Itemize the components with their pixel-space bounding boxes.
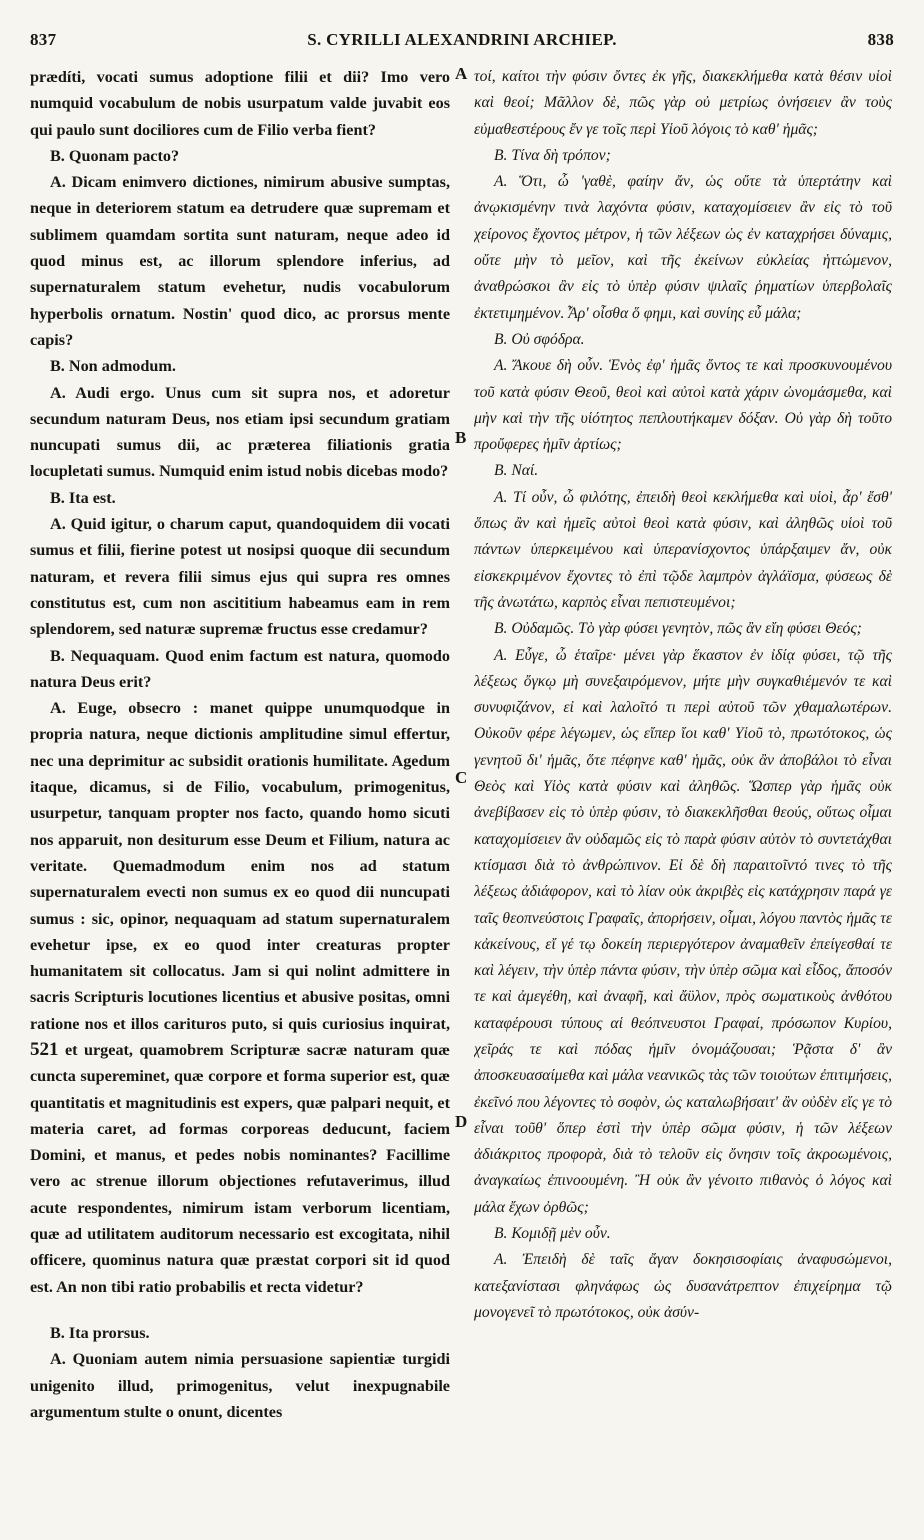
greek-paragraph: Β. Ναί. <box>494 462 539 480</box>
latin-paragraph: A. Audi ergo. Unus cum sit supra nos, et adoretur secundum naturam Deus, nos etiam ipsi secundum gratiam nuncupati sumus dii, ac præterea filiationis gratia locupletati sumus. Numquid enim istud nobis dicebas modo? <box>30 383 450 481</box>
latin-paragraph-text: A. Euge, obsecro : manet quippe unumquodque in propria natura, neque dictionis amplitudine simul effertur, nec una deprimitur ac subsidit orationis humilitate. Agedum itaque, dicamus, si de Filio, vocabulum, primogenitus, usurpetur, tanquam propter nos facto, quando homo sicuti nos apparuit, non desiturum esse Deum et Filium, natura ac veritate. Quemadmodum enim nos ad statum supernaturalem evecti non sumus ex eo quod dii nuncupati sumus : sic, opinor, nequaquam ad statum supernaturalem evehetur ipse, ex eo quod inter creaturas propter humanitatem sit collocatus. Jam si qui nolint admittere in sacris Scripturis locutiones licentius et abusive positas, omni ratione nos et illos carituros puto, si quis curiosius inquirat, <box>30 699 450 1033</box>
section-marker-b: B <box>455 428 467 447</box>
left-page-number: 837 <box>30 30 57 49</box>
section-marker-d: D <box>455 1112 468 1131</box>
column-number-marker: 521 <box>30 1038 59 1060</box>
greek-paragraph: Β. Κομιδῇ μὲν οὖν. <box>494 1225 611 1243</box>
latin-paragraph: B. Nequaquam. Quod enim factum est natura, quomodo natura Deus erit? <box>30 646 450 691</box>
latin-paragraph: A. Quid igitur, o charum caput, quandoquidem dii vocati sumus et filii, fierine potest ut nosipsi quoque dii secundum naturam, et revera filii simus ejus qui supra res omnes constitutus est, cum non ascititium habeamus eam in rem splendorem, sed naturæ supremæ fructus esse credamur? <box>30 515 450 639</box>
running-header <box>30 30 894 56</box>
right-page-number: 838 <box>867 30 894 49</box>
latin-paragraph: B. Quonam pacto? <box>50 146 180 165</box>
greek-paragraph: Α. Ὅτι, ὦ 'γαθὲ, φαίην ἄν, ὡς οὔτε τὰ ὑπερτάτην καὶ ἀνῳκισμένην τινὰ λαχόντα φύσιν, καταχομίσειεν ἂν εἰς τὸ τοῦ χείρονος ἔχοντος μέτρον, ἡ τῶν λέξεων ὡς ἐν καταχρήσει δύναμις, οὔτε μὴν τὸ μεῖον, καὶ τῆς ἐκείνων εὐκλείας ἡττώμενον, ἀναθρώσκοι ἂν εἰς τὸ ὑπὲρ φύσιν ψιλαῖς ῥηματίων ὑπερβολαῖς ἐκτετιμημένον. Ἆρ' οἶσθα ὅ φημι, καὶ συνίης εὖ μάλα; <box>474 173 892 322</box>
latin-paragraph: A. Quoniam autem nimia persuasione sapientiæ turgidi unigenito illud, primogenitus, velut inexpugnabile argumentum stulte o onunt, dicentes <box>30 1350 450 1421</box>
latin-paragraph-text: et urgeat, quamobrem Scripturæ sacræ naturam quæ cuncta supereminet, quæ corpore et forma superior est, quæ quantitatis et magnitudinis est expers, quæ palpari nequit, et materia caret, ad formas corporeas deducunt, faciem Domini, et manus, et pedes nobis nominantes? Facillime vero ac strenue illorum objectiones refutaverimus, illud acute respondentes, nimirum istam verborum licentiam, quæ ad utilitatem auditorum necessario est excogitata, nihil officere, quominus natura quæ præstat corpori sit id quod est. An non tibi ratio probabilis et recta videtur? <box>30 1040 450 1296</box>
latin-column <box>30 64 450 1514</box>
greek-paragraph: Β. Οὐδαμῶς. Τὸ γὰρ φύσει γενητὸν, πῶς ἂν εἴη φύσει Θεός; <box>494 620 862 638</box>
latin-paragraph <box>30 695 450 1300</box>
greek-paragraph: Β. Οὐ σφόδρα. <box>494 330 585 348</box>
greek-column <box>474 64 892 1514</box>
greek-paragraph: Β. Τίνα δὴ τρόπον; <box>494 146 611 164</box>
section-marker-a: A <box>455 64 468 83</box>
latin-paragraph: prædíti, vocati sumus adoptione filii et dii? Imo vero numquid vocabulum de nobis usurpatum valde juvabit eos qui paulo sunt dociliores cum de Filio verba fient? <box>30 68 450 139</box>
greek-paragraph: Α. Τί οὖν, ὦ φιλότης, ἐπειδὴ θεοὶ κεκλήμεθα καὶ υἱοὶ, ἆρ' ἔσθ' ὅπως ἂν καὶ ἡμεῖς αὐτοὶ θεοὶ κατὰ φύσιν, καὶ ἀληθῶς υἱοὶ τοῦ πάντων ὑπερκειμένου καὶ ὑπερανίσχοντος ὑπάρξαιμεν ἄν, οὐκ εἰσκεκριμένον ἔχοντες τὸ ἐπὶ τῷδε λαμπρὸν ἀγλάϊσμα, φύσεως δὲ τῆς ἀνωτάτω, καρπὸς εἶναι πεπιστευμένοι; <box>474 488 892 611</box>
running-title: S. CYRILLI ALEXANDRINI ARCHIEP. <box>307 30 617 49</box>
section-marker-c: C <box>455 768 468 787</box>
greek-paragraph: Α. Ἄκουε δὴ οὖν. Ἑνὸς ἐφ' ἡμᾶς ὄντος τε καὶ προσκυνουμένου τοῦ κατὰ φύσιν Θεοῦ, θεοὶ καὶ αὐτοὶ κατὰ χάριν ὠνομάσμεθα, καὶ μὴν καὶ τὴν τῆς υἱότητος πεπλουτήκαμεν δόξαν. Οὐ γὰρ δὴ τοῦτο προὔφερες ἡμῖν ἀρτίως; <box>474 357 892 454</box>
greek-paragraph: Α. Ἐπειδὴ δὲ ταῖς ἄγαν δοκησισοφίαις ἀναφυσώμενοι, κατεξανίστασι φληνάφως ὡς δυσανάτρεπτον ἐπιχείρημα τῷ μονογενεῖ τὸ πρωτότοκος, οὐκ ἀσύν- <box>474 1251 892 1321</box>
greek-paragraph: Α. Εὖγε, ὦ ἑταῖρε· μένει γὰρ ἕκαστον ἐν ἰδίᾳ φύσει, τῷ τῆς λέξεως ὄγκῳ μὴ συνεξαιρόμενον, μήτε μὴν συγκαθιέμενόν τε καὶ συνυφιζάνον, εἰ καὶ λαλοῖτό τι περὶ αὐτοῦ τῶν χθαμαλωτέρων. Οὐκοῦν φέρε λέγωμεν, ὡς εἴπερ ἴοι καθ' Υἱοῦ τὸ, πρωτότοκος, ὡς γενητοῦ δι' ἡμᾶς, ὅτε πέφηνε καθ' ἡμᾶς, οὐκ ἂν ἀποβάλοι τὸ εἶναι Θεὸς καὶ Υἱὸς κατὰ φύσιν καὶ ἀληθῶς. Ὥσπερ γὰρ ἡμᾶς οὐκ ἀνεβίβασεν εἰς τὸ ὑπὲρ φύσιν, τὸ διακεκλῆσθαι θεούς, οὕτως οἶμαι καταχομίσειεν ἂν οὐδαμῶς εἰς τὸ παρὰ φύσιν αὐτὸν τὸ συντετάχθαι κτίσμασι διὰ τὸ ἀνθρώπινον. Εἰ δὲ δὴ παραιτοῖντό τινες τὸ τῆς λέξεως ἀδιάφορον, καὶ τὸ λίαν οὐκ ἀκριβὲς εἰς κατάχρησιν παρά γε ταῖς θεοπνεύστοις Γραφαῖς, ἀπορήσειν, οἶμαι, λόγου παντὸς ἡμᾶς τε κἀκείνους, εἴ γέ τῳ δοκείη περιεργότερον ἀναμαθεῖν ἐπείγεσθαί τε καὶ λέγειν, τὴν ὑπὲρ πάντα φύσιν, τὴν ὑπὲρ σῶμα καὶ εἶδος, ἄποσόν τε καὶ ἀμεγέθη, καὶ ἀναφῆ, καὶ ἄϋλον, πρὸς σωματικοὺς ἀνθότου καταφέρουσι τύπους αἱ θεόπνευστοι Γραφαί, πρόσωπον Κυρίου, χεῖράς τε καὶ πόδας ἡμῖν ὀνομάζουσαι; Ῥᾷστα δ' ἂν ἀποσκευασαίμεθα καὶ μάλα νεανικῶς τὰς τῶν τοιούτων ἐπιτιμήσεις, ἐκεῖνό που λέγοντες τὸ σοφὸν, ὡς καταλωβήσαιτ' ἂν οὐδὲν εἴς γε τὸ εἶναι τοῦθ' ὅπερ ἐστὶ τὴν ὑπὲρ σῶμα φύσιν, ἡ τῶν λέξεων ἀδιάκριτος προφορὰ, διὰ τὸ τελοῦν εἰς ὄνησιν τοῖς ἀκροωμένοις, ἀναγκαίως ἐπινοουμένη. Ἢ οὐκ ἂν γένοιτο πιθανὸς ὁ λόγος καὶ μάλα ἔχων ὀρθῶς; <box>474 646 892 1216</box>
latin-paragraph: B. Ita prorsus. <box>50 1323 150 1342</box>
latin-paragraph: B. Non admodum. <box>50 357 176 376</box>
latin-paragraph: B. Ita est. <box>50 488 116 507</box>
greek-paragraph: τοί, καίτοι τὴν φύσιν ὄντες ἐκ γῆς, διακεκλήμεθα κατὰ θέσιν υἱοὶ καὶ θεοί; Μᾶλλον δὲ, πῶς γὰρ οὐ μετρίως ὀνήσειεν ἂν τοὺς εὐμαθεστέρους ἔν γε τοῖς περὶ Υἱοῦ λόγοις τὸ καθ' ἡμᾶς; <box>474 68 892 138</box>
latin-paragraph: A. Dicam enimvero dictiones, nimirum abusive sumptas, neque in deteriorem statum ea detrudere quæ supremam et sublimem quamdam sortita sunt naturam, neque adeo id quod minus est, ac illorum splendore inferius, ad supernaturalem statum evehetur, nudis vocabulorum hyperbolis ornatum. Nostin' quod dico, ac prorsus mente capis? <box>30 173 450 349</box>
